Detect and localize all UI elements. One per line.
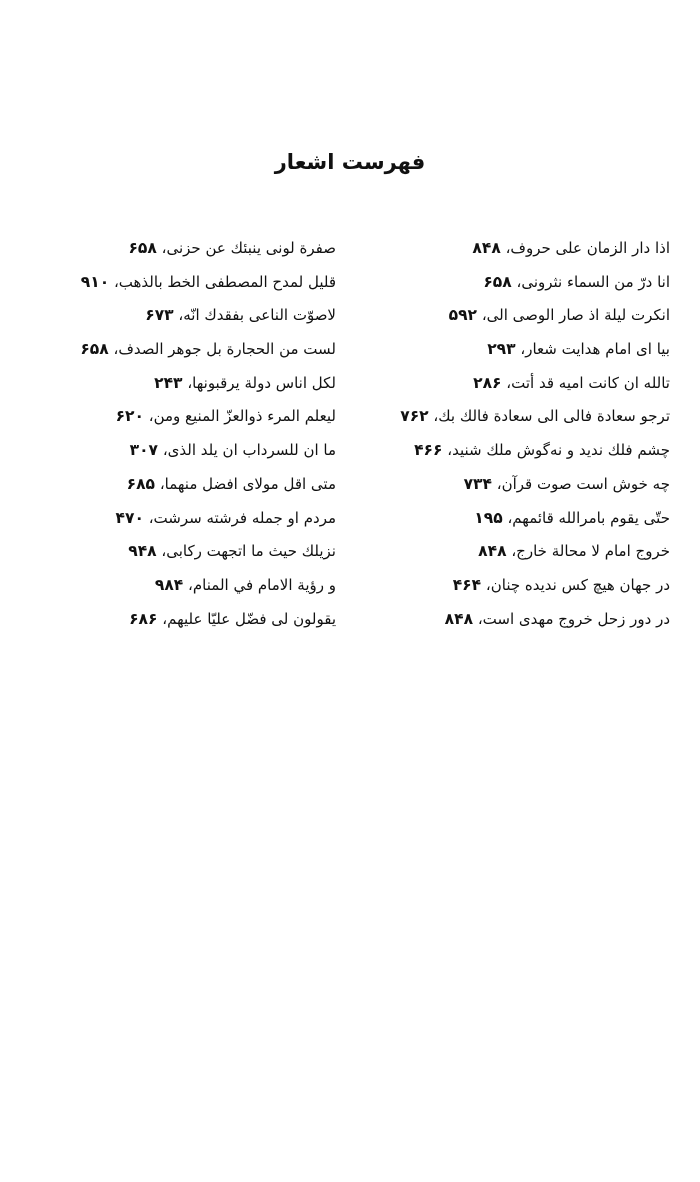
index-entry [370, 232, 670, 266]
page-number: ۶۸۵ [126, 474, 156, 493]
page-number: ۱۹۵ [474, 508, 503, 527]
verse-text: بيا اى امام هدايت شعار، [520, 340, 670, 359]
index-entry [370, 367, 670, 401]
verse-text: حتّى يقوم بامرالله قائمهم، [507, 508, 670, 527]
page-number: ۲۸۶ [473, 373, 502, 392]
index-entry [26, 232, 336, 266]
index-entry [26, 333, 336, 367]
verse-text: اذا دار الزمان على حروف، [505, 239, 670, 257]
page-number: ۶۵۸ [128, 239, 157, 257]
index-entry [370, 333, 670, 367]
page-number: ۵۹۲ [448, 306, 478, 325]
index-entry [26, 502, 336, 536]
page-number: ۶۷۳ [145, 306, 174, 325]
verse-text: خروج امام لا محالة خارج، [511, 542, 670, 561]
page-number: ۴۷۰ [115, 508, 144, 527]
verse-text: در دور زحل خروج مهدى است، [477, 609, 670, 628]
page-number: ۳۰۷ [129, 441, 159, 460]
index-column-left [26, 232, 336, 636]
verse-text: يقولون لى فضّل عليّا عليهم، [162, 609, 336, 628]
verse-text: در جهان هيچ كس نديده چنان، [485, 575, 670, 594]
verse-text: چه خوش است صوت قرآن، [496, 474, 670, 493]
page-number: ۶۲۰ [115, 407, 144, 426]
index-entry [26, 468, 336, 502]
verse-text: متى اقل مولاى افضل منهما، [159, 474, 336, 493]
page-number: ۹۱۰ [80, 272, 110, 291]
page-number: ۶۵۸ [80, 340, 109, 359]
page-number: ۸۴۸ [472, 239, 501, 257]
index-entry [26, 299, 336, 333]
index-entry [370, 400, 670, 434]
page-number: ۹۴۸ [128, 542, 157, 561]
page-number: ۲۹۳ [487, 340, 516, 359]
page-number: ۶۸۶ [129, 609, 158, 628]
verse-text: لاصوّت الناعى بفقدك انّه، [178, 306, 336, 325]
verse-text: ما ان للسرداب ان يلد الذى، [162, 441, 336, 460]
verse-text: لكل اناس دولة يرقبونها، [187, 373, 336, 392]
index-entry [370, 434, 670, 468]
index-entry [370, 569, 670, 603]
page-number: ۴۶۶ [414, 441, 443, 460]
page-number: ۸۴۸ [444, 609, 474, 628]
verse-text: لست من الحجارة بل جوهر الصدف، [113, 340, 336, 359]
index-entry [370, 299, 670, 333]
index-entry [370, 603, 670, 637]
index-entry [26, 367, 336, 401]
page-number: ۴۶۴ [452, 575, 482, 594]
verse-text: مردم او جمله فرشته سرشت، [148, 508, 336, 527]
verse-text: قليل لمدح المصطفى الخط بالذهب، [113, 272, 336, 291]
verse-text: و رؤية الامام في المنام، [188, 575, 336, 594]
verse-text: انا درّ من السماء نثرونى، [516, 272, 670, 291]
index-entry [26, 535, 336, 569]
verse-text: تالله ان كانت اميه قد أتت، [506, 373, 670, 392]
page-number: ۷۳۴ [463, 474, 492, 493]
index-entry [370, 468, 670, 502]
verse-text: ليعلم المرء ذوالعزّ المنيع ومن، [148, 407, 336, 426]
index-entry [26, 603, 336, 637]
verse-text: نزيلك حيث ما اتجهت ركابى، [161, 542, 336, 561]
page-number: ۸۴۸ [478, 542, 507, 561]
page-title: فهرست اشعار [274, 150, 426, 174]
index-entry [370, 266, 670, 300]
verse-text: چشم فلك نديد و نه‌گوش ملك شنيد، [447, 441, 670, 460]
verse-text: ترجو سعادة فالى الى سعادة فالك بك، [433, 407, 670, 426]
index-column-right [370, 232, 670, 636]
page-number: ۷۶۲ [400, 407, 429, 426]
page-number: ۲۴۳ [154, 373, 183, 392]
index-entry [26, 434, 336, 468]
page-number: ۹۸۴ [154, 575, 184, 594]
index-entry [370, 535, 670, 569]
index-entry [26, 569, 336, 603]
verse-text: انكرت ليلة اذ صار الوصى الى، [481, 306, 670, 325]
index-entry [26, 400, 336, 434]
index-entry [370, 502, 670, 536]
page-number: ۶۵۸ [483, 272, 512, 291]
index-entry [26, 266, 336, 300]
verse-text: صفرة لونى ينبئك عن حزنى، [161, 239, 336, 257]
